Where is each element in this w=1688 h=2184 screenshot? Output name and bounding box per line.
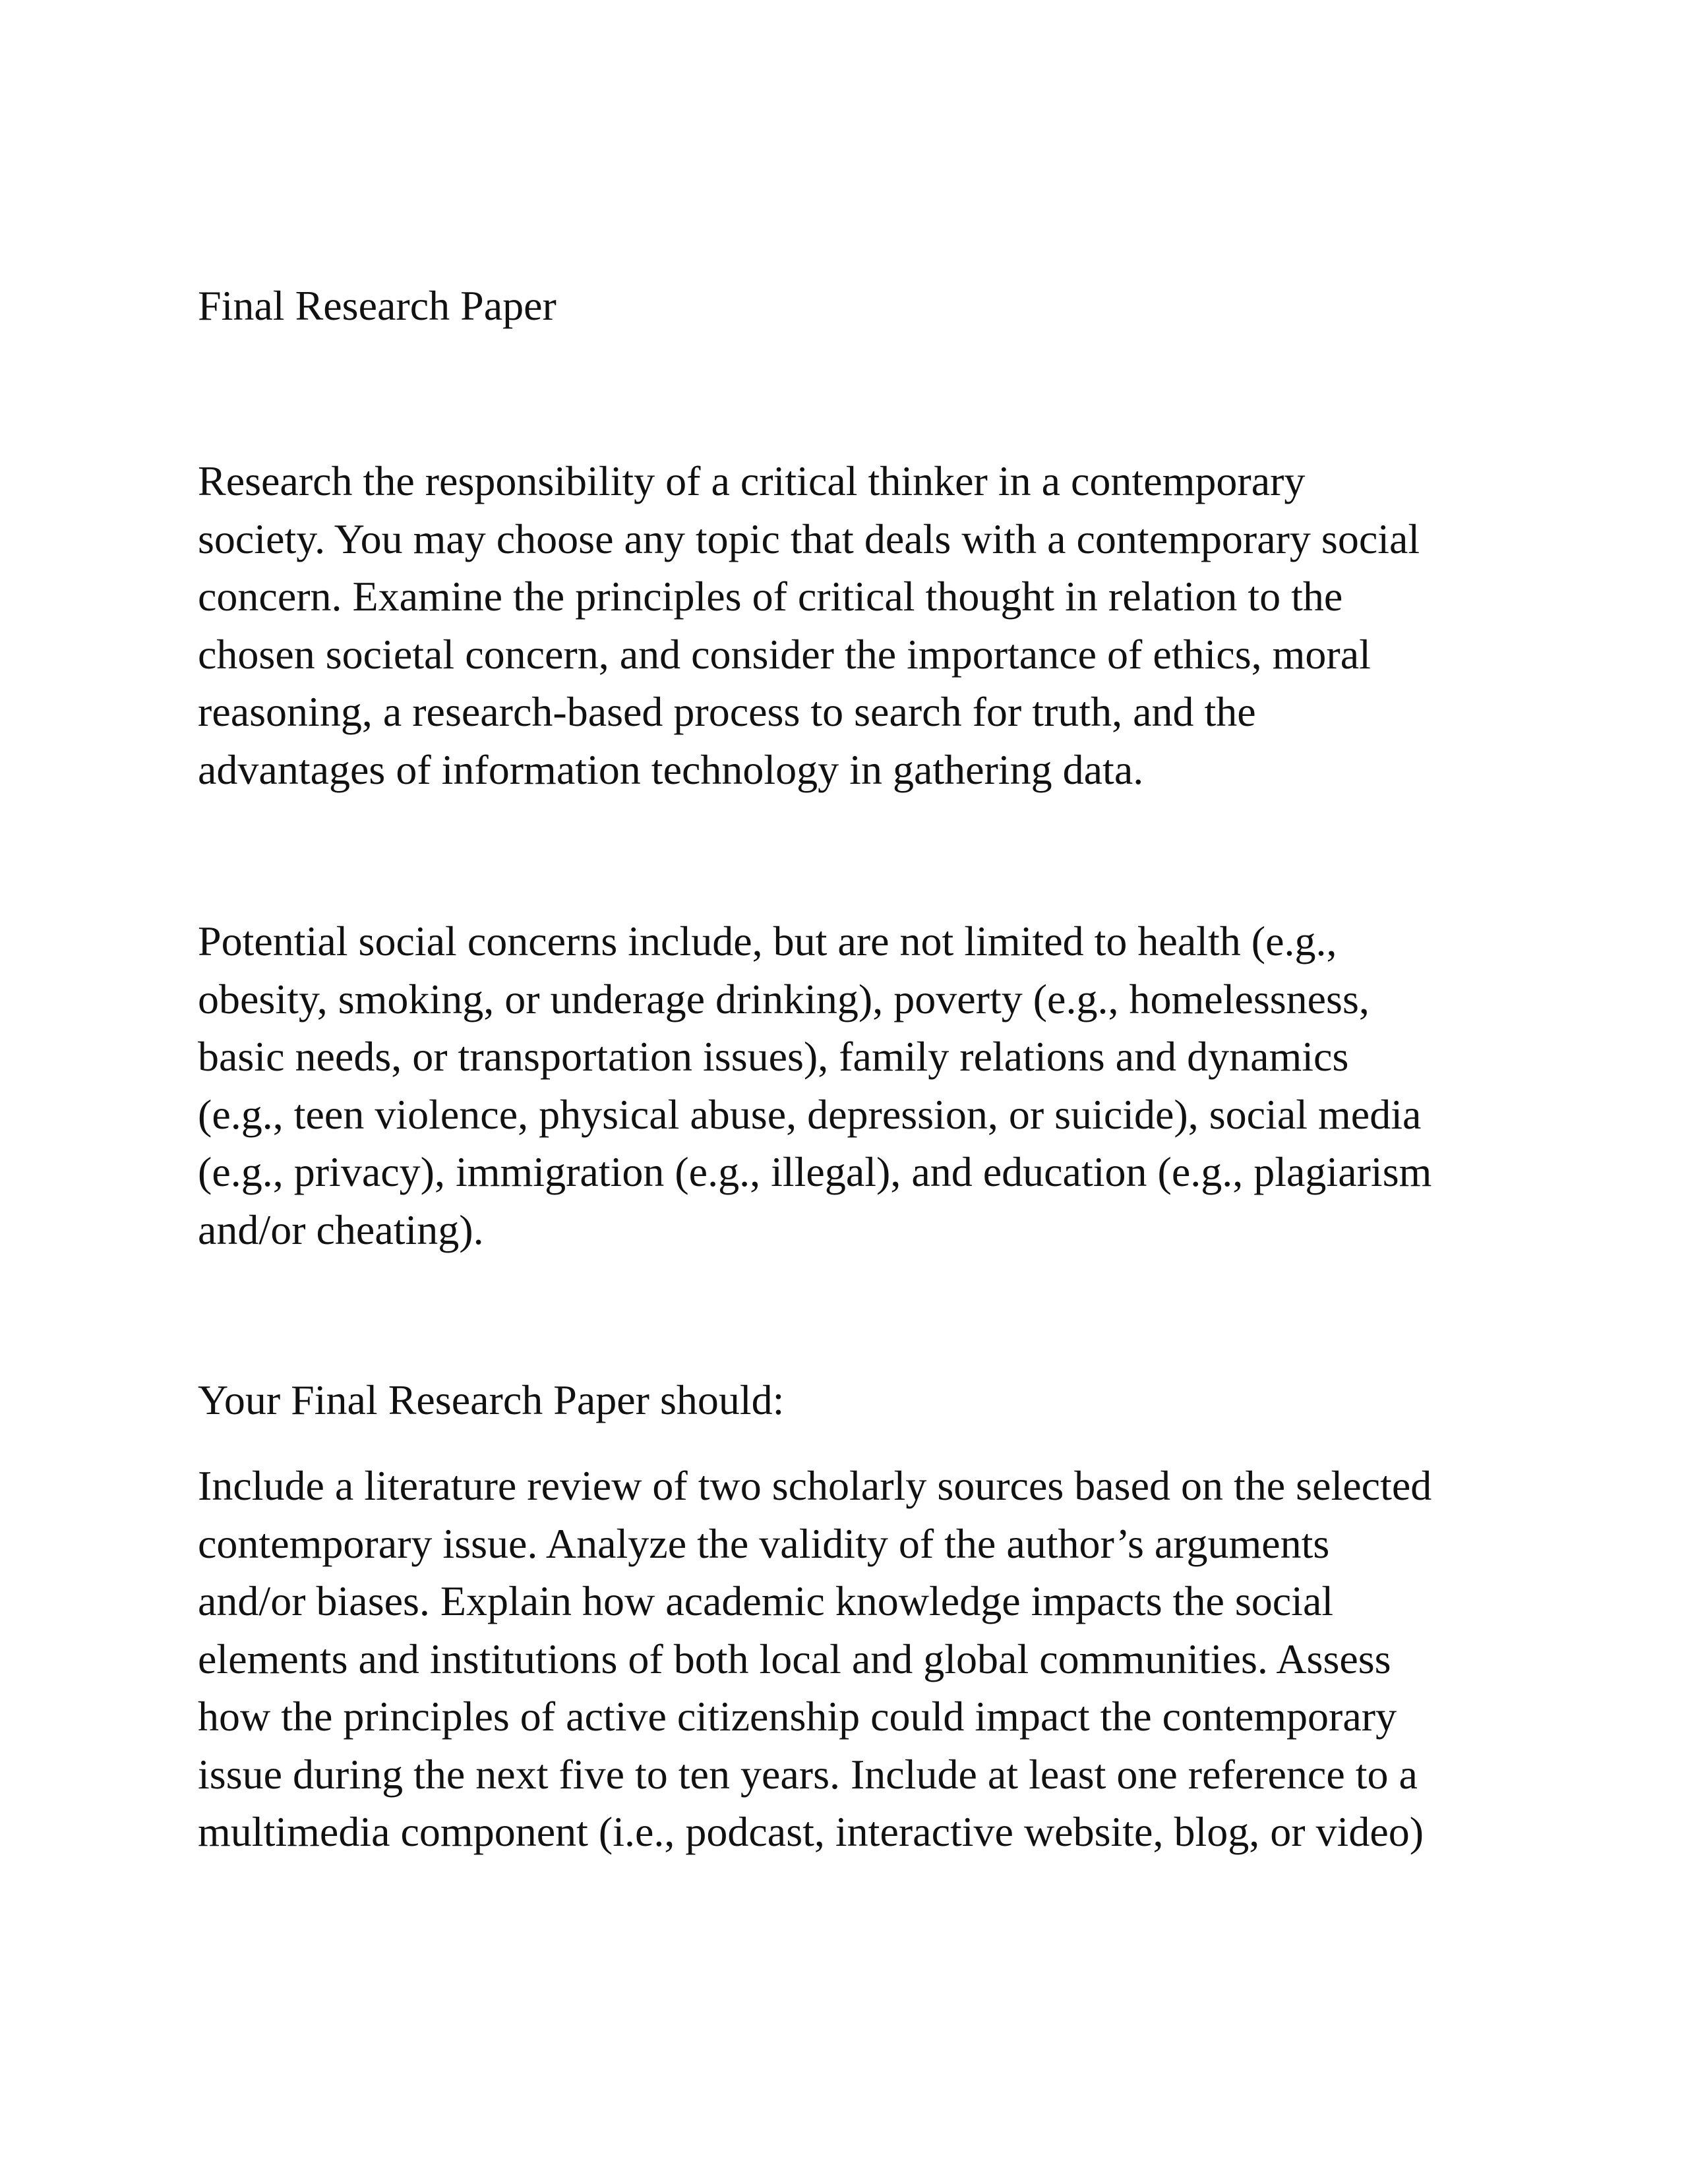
paragraph-line: issue during the next five to ten years. Include at least one reference to a bbox=[198, 1750, 1418, 1798]
paragraph-line: how the principles of active citizenship could impact the contemporary bbox=[198, 1693, 1397, 1740]
paragraph-line: society. You may choose any topic that deals with a contemporary social bbox=[198, 515, 1420, 562]
social-concerns-paragraph bbox=[198, 912, 1556, 1258]
assignment-description-paragraph bbox=[198, 452, 1556, 798]
requirements-heading bbox=[198, 1371, 1556, 1429]
document-title bbox=[198, 277, 1556, 335]
paragraph-line: and/or cheating). bbox=[198, 1206, 484, 1253]
paragraph-line: Potential social concerns include, but are not limited to health (e.g., bbox=[198, 918, 1337, 964]
title-text: Final Research Paper bbox=[198, 282, 557, 329]
paragraph-line: contemporary issue. Analyze the validity of the author’s arguments bbox=[198, 1520, 1330, 1567]
paragraph-line: Research the responsibility of a critical thinker in a contemporary bbox=[198, 457, 1306, 504]
requirements-paragraph bbox=[198, 1457, 1556, 1861]
paragraph-line: Include a literature review of two scholarly sources based on the selected bbox=[198, 1462, 1432, 1509]
paragraph-line: chosen societal concern, and consider the importance of ethics, moral bbox=[198, 630, 1371, 678]
paragraph-line: obesity, smoking, or underage drinking), poverty (e.g., homelessness, bbox=[198, 975, 1370, 1022]
paragraph-line: (e.g., teen violence, physical abuse, depression, or suicide), social media bbox=[198, 1090, 1422, 1138]
paragraph-line: reasoning, a research-based process to search for truth, and the bbox=[198, 688, 1256, 735]
paragraph-line: elements and institutions of both local and global communities. Assess bbox=[198, 1635, 1391, 1682]
heading-text: Your Final Research Paper should: bbox=[198, 1376, 785, 1423]
paragraph-line: (e.g., privacy), immigration (e.g., illegal), and education (e.g., plagiarism bbox=[198, 1148, 1432, 1195]
paragraph-line: and/or biases. Explain how academic knowledge impacts the social bbox=[198, 1578, 1334, 1624]
paragraph-line: advantages of information technology in gathering data. bbox=[198, 746, 1144, 793]
paragraph-line: multimedia component (i.e., podcast, interactive website, blog, or video) bbox=[198, 1808, 1424, 1855]
paragraph-line: basic needs, or transportation issues), family relations and dynamics bbox=[198, 1033, 1349, 1080]
paragraph-line: concern. Examine the principles of critical thought in relation to the bbox=[198, 573, 1343, 620]
